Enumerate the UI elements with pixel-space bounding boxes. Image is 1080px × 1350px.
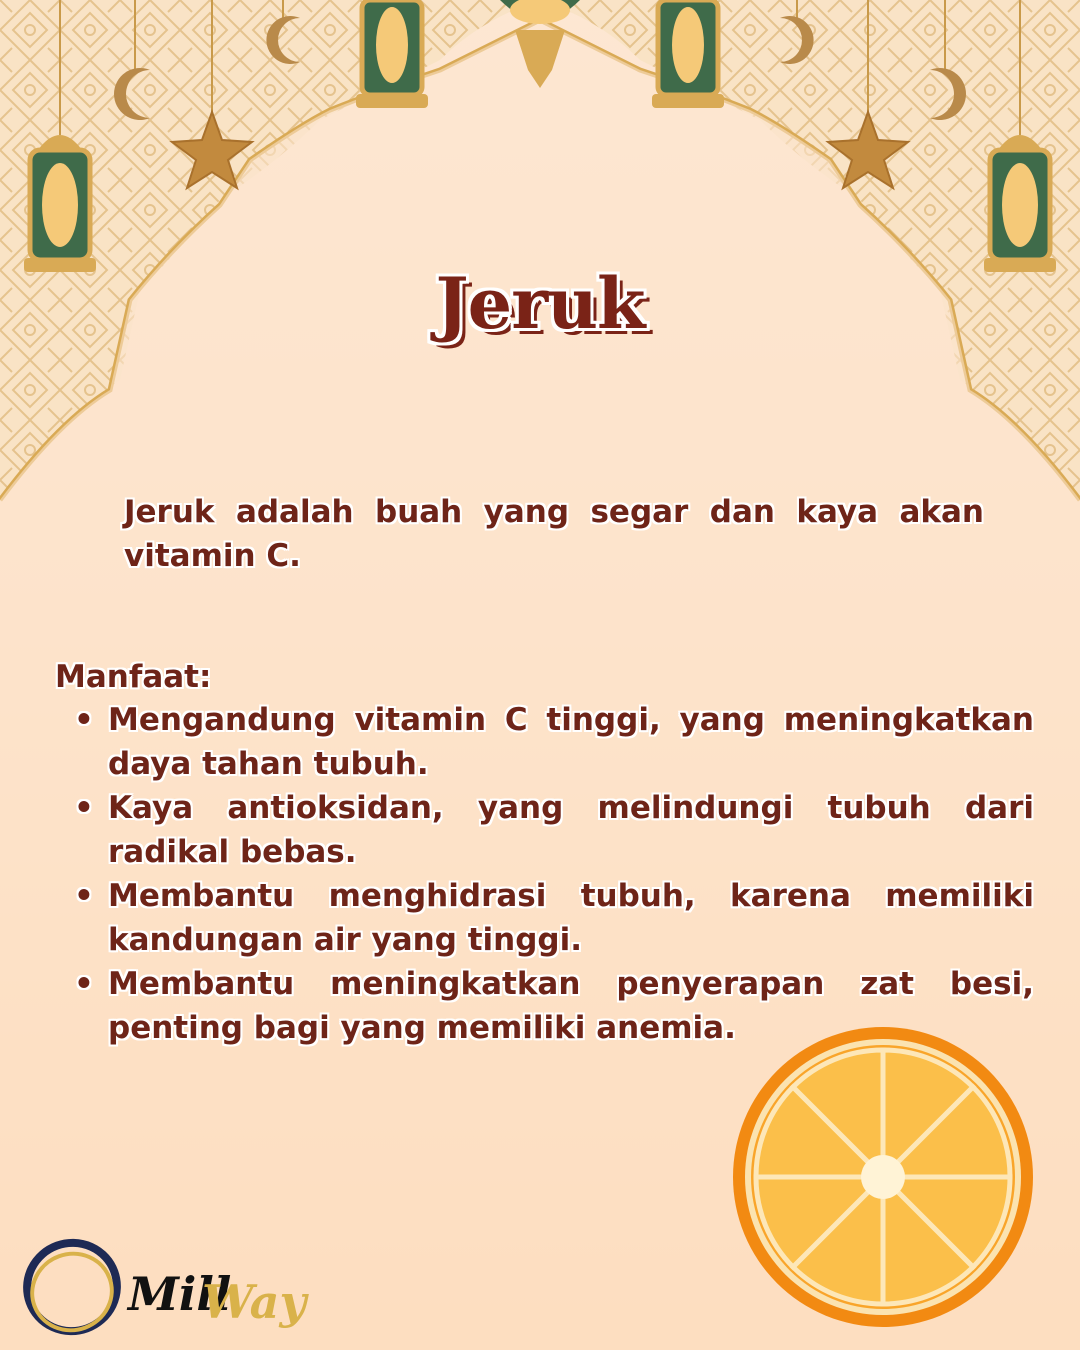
intro-paragraph: Jeruk adalah buah yang segar dan kaya akan vitamin C.	[124, 494, 984, 574]
list-item: • Membantu menghidrasi tubuh, karena memiliki kandungan air yang tinggi.	[108, 874, 1034, 962]
list-item: • Mengandung vitamin C tinggi, yang meningkatkan daya tahan tubuh.	[108, 698, 1034, 786]
lantern-icon	[356, 0, 428, 108]
lantern-icon	[984, 135, 1056, 272]
benefits-list	[74, 698, 1034, 1050]
bullet-icon: •	[74, 878, 94, 914]
lantern-icon	[652, 0, 724, 108]
list-item: • Kaya antioksidan, yang melindungi tubuh dari radikal bebas.	[108, 786, 1034, 874]
bullet-icon: •	[74, 790, 94, 826]
lantern-icon	[24, 135, 96, 272]
logo-word-way: Way	[202, 1275, 307, 1329]
page-title: Jeruk	[435, 262, 645, 345]
benefits-heading: Manfaat:	[55, 659, 212, 695]
logo-word-mill: Mill	[128, 1267, 232, 1321]
bullet-icon: •	[74, 702, 94, 738]
list-item: • Membantu meningkatkan penyerapan zat besi, penting bagi yang memiliki anemia.	[108, 962, 1034, 1050]
orange-slice-icon	[728, 1022, 1038, 1332]
bullet-icon: •	[74, 966, 94, 1002]
millway-logo	[20, 1232, 310, 1342]
